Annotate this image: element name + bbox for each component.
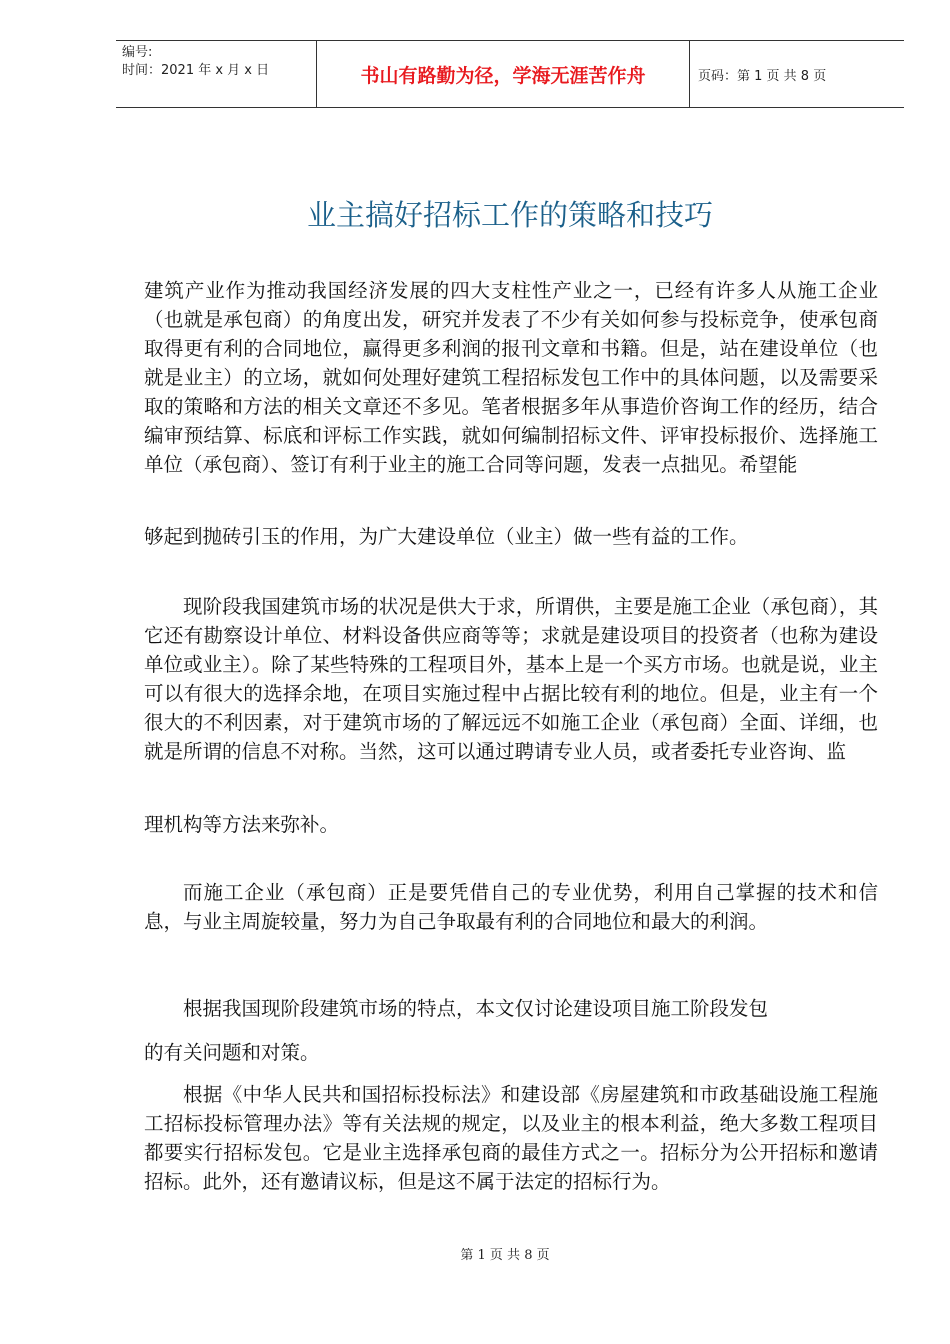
paragraph-law: 根据《中华人民共和国招标投标法》和建设部《房屋建筑和市政基础设施工程施工招标投标管理办法》等有关法规的规定，以及业主的根本利益，绝大多数工程项目都要实行招标发包。它是业主选择承包商的最佳方式之一。招标分为公开招标和邀请招标。此外，还有邀请议标，但是这不属于法定的招标行为。 — [144, 1083, 878, 1193]
page-header — [116, 40, 904, 108]
page-footer — [0, 1244, 950, 1263]
paragraph-market-last-line: 理机构等方法来弥补。 — [144, 813, 340, 836]
serial-number-label: 编号: — [122, 45, 153, 60]
date-label: 时间：2021 年 x 月 x 日 — [122, 63, 270, 78]
paragraph-contractor: 而施工企业（承包商）正是要凭借自己的专业优势，利用自己掌握的技术和信息，与业主周旋较量，努力为自己争取最有利的合同地位和最大的利润。 — [144, 881, 878, 933]
paragraph-scope-line-2: 的有关问题和对策。 — [144, 1041, 320, 1064]
paragraph-intro-last-line: 够起到抛砖引玉的作用，为广大建设单位（业主）做一些有益的工作。 — [144, 525, 749, 548]
header-meta — [122, 44, 314, 80]
motto-text: 书山有路勤为径，学海无涯苦作舟 — [360, 64, 646, 87]
page-info-text: 页码：第 1 页 共 8 页 — [698, 68, 827, 84]
document-title: 业主搞好招标工作的策略和技巧 — [306, 198, 713, 232]
header-page-info — [698, 41, 826, 107]
footer-page-number: 第 1 页 共 8 页 — [460, 1248, 550, 1263]
header-motto-cell — [316, 41, 690, 107]
paragraph-intro-body: 建筑产业作为推动我国经济发展的四大支柱性产业之一，已经有许多人从施工企业（也就是承包商）的角度出发，研究并发表了不少有关如何参与投标竞争，使承包商取得更有利的合同地位，赢得更多利润的报刊文章和书籍。但是，站在建设单位（也就是业主）的立场，就如何处理好建筑工程招标发包工作中的具体问题，以及需要采取的策略和方法的相关文章还不多见。笔者根据多年从事造价咨询工作的经历，结合编审预结算、标底和评标工作实践，就如何编制招标文件、评审投标报价、选择施工单位（承包商）、签订有利于业主的施工合同等问题，发表一点拙见。希望能 — [144, 279, 878, 476]
paragraph-market-body: 现阶段我国建筑市场的状况是供大于求，所谓供，主要是施工企业（承包商），其它还有勘察设计单位、材料设备供应商等等；求就是建设项目的投资者（也称为建设单位或业主）。除了某些特殊的工程项目外，基本上是一个买方市场。也就是说，业主可以有很大的选择余地，在项目实施过程中占据比较有利的地位。但是，业主有一个很大的不利因素，对于建筑市场的了解远远不如施工企业（承包商）全面、详细，也就是所谓的信息不对称。当然，这可以通过聘请专业人员，或者委托专业咨询、监 — [144, 595, 878, 763]
paragraph-scope-line-1: 根据我国现阶段建筑市场的特点，本文仅讨论建设项目施工阶段发包 — [183, 997, 769, 1020]
